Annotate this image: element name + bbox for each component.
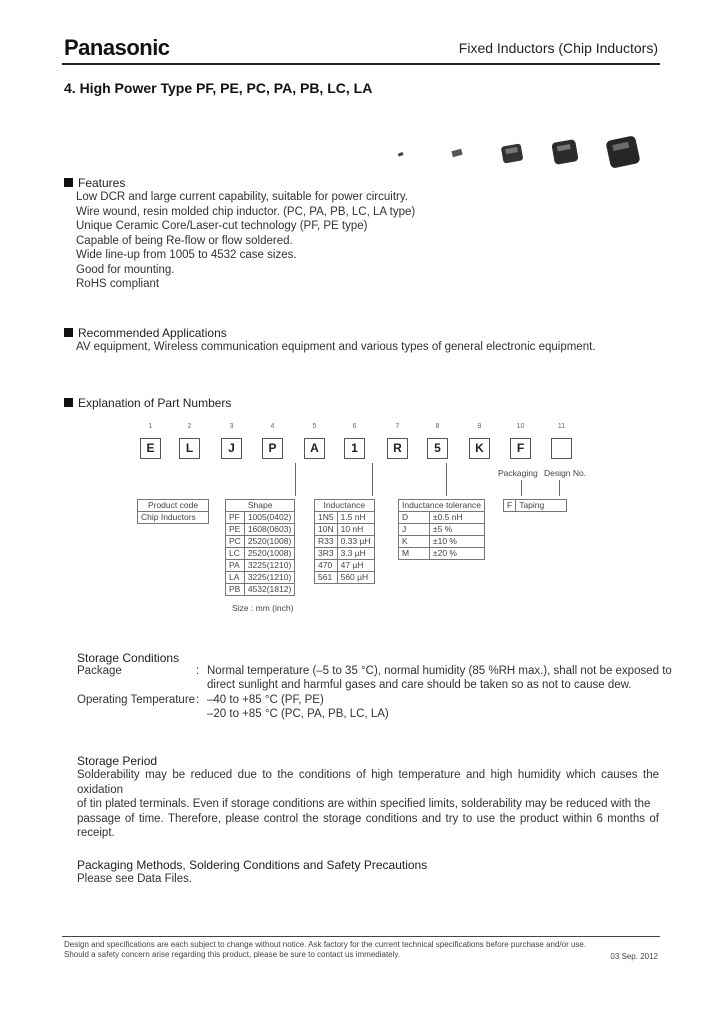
table-cell: R33 bbox=[315, 536, 338, 548]
chip-pb-icon bbox=[605, 135, 640, 169]
part-numbers-title: Explanation of Part Numbers bbox=[64, 396, 231, 410]
part-char-box: 1 bbox=[344, 438, 365, 459]
features-list bbox=[76, 190, 415, 292]
table-cell: PF bbox=[226, 512, 245, 524]
package-text: Normal temperature (–5 to 35 °C), normal humidity (85 %RH max.), shall not be exposed to bbox=[207, 665, 672, 677]
paragraph-line: Solderability may be reduced due to the conditions of high temperature and high humidity which causes the oxidation bbox=[77, 769, 659, 796]
part-char-box: R bbox=[387, 438, 408, 459]
feature-item: Unique Ceramic Core/Laser-cut technology (PF, PE type) bbox=[76, 220, 368, 232]
product-photos bbox=[390, 135, 650, 175]
table-cell: 2520(1008) bbox=[244, 548, 294, 560]
feature-item: Capable of being Re-flow or flow soldered. bbox=[76, 234, 293, 247]
position-number: 6 bbox=[352, 423, 357, 430]
position-number: 4 bbox=[270, 423, 275, 430]
features-title: Features bbox=[64, 176, 125, 190]
packaging-label: Packaging bbox=[498, 468, 538, 478]
part-char-box: A bbox=[304, 438, 325, 459]
connector-line bbox=[295, 463, 296, 496]
op-temp-text: –40 to +85 °C (PF, PE) bbox=[207, 694, 324, 706]
tolerance-table bbox=[398, 499, 485, 560]
storage-period-text bbox=[77, 768, 659, 841]
applications-title: Recommended Applications bbox=[64, 326, 227, 340]
part-char-box: F bbox=[510, 438, 531, 459]
table-cell: Taping bbox=[516, 500, 567, 512]
footer-disclaimer: Design and specifications are each subject to change without notice. Ask factory for the current technical specifications before purchase and/or use. bbox=[64, 940, 587, 949]
bullet-square-icon bbox=[64, 398, 73, 407]
footer-safety: Should a safety concern arise regarding this product, please be sure to contact us immediately. bbox=[64, 950, 401, 959]
feature-item: Low DCR and large current capability, suitable for power circuitry. bbox=[76, 191, 408, 203]
part-char-box: 5 bbox=[427, 438, 448, 459]
table-cell: 470 bbox=[315, 560, 338, 572]
position-number: 11 bbox=[557, 423, 566, 430]
connector-line bbox=[521, 480, 522, 496]
table-cell: PC bbox=[226, 536, 245, 548]
table-header: Inductance bbox=[315, 500, 375, 512]
table-cell: F bbox=[504, 500, 516, 512]
header-rule bbox=[62, 63, 660, 65]
table-cell: 3225(1210) bbox=[244, 560, 294, 572]
connector-line bbox=[372, 463, 373, 496]
position-number: 3 bbox=[229, 423, 234, 430]
table-cell: LC bbox=[226, 548, 245, 560]
paragraph-line: passage of time. Therefore, please control the storage conditions and try to use the product within 6 months of receipt. bbox=[77, 812, 659, 839]
colon: : bbox=[196, 665, 200, 677]
chip-pa-icon bbox=[551, 139, 578, 165]
part-char-box: K bbox=[469, 438, 490, 459]
table-header: Product code bbox=[138, 500, 209, 512]
product-code-table bbox=[137, 499, 209, 524]
table-cell: PE bbox=[226, 524, 245, 536]
package-text: direct sunlight and harmful gases and care should be taken so as not to cause dew. bbox=[207, 679, 632, 691]
table-cell: 1N5 bbox=[315, 512, 338, 524]
table-header: Inductance tolerance bbox=[399, 500, 485, 512]
position-number: 7 bbox=[395, 423, 400, 430]
feature-item: Good for mounting. bbox=[76, 263, 175, 276]
position-number: 5 bbox=[312, 423, 317, 430]
paragraph-line: of tin plated terminals. Even if storage conditions are within specified limits, solderability may be reduced with the bbox=[77, 798, 651, 810]
part-char-box: E bbox=[140, 438, 161, 459]
package-label: Package bbox=[77, 665, 122, 677]
table-cell: 1608(0603) bbox=[244, 524, 294, 536]
chip-pc-icon bbox=[501, 143, 524, 163]
table-cell: PA bbox=[226, 560, 245, 572]
position-number: 9 bbox=[477, 423, 482, 430]
table-cell: 2520(1008) bbox=[244, 536, 294, 548]
bullet-square-icon bbox=[64, 178, 73, 187]
table-cell: 3225(1210) bbox=[244, 572, 294, 584]
table-cell: ±20 % bbox=[429, 548, 484, 560]
connector-line bbox=[446, 463, 447, 496]
storage-period-title: Storage Period bbox=[77, 754, 158, 768]
document-title: Fixed Inductors (Chip Inductors) bbox=[458, 40, 658, 56]
applications-text: AV equipment, Wireless communication equipment and various types of general electronic equipment. bbox=[76, 341, 596, 353]
table-cell: PB bbox=[226, 584, 245, 596]
table-cell: 1.5 nH bbox=[337, 512, 374, 524]
table-cell: 1005(0402) bbox=[244, 512, 294, 524]
feature-item: RoHS compliant bbox=[76, 278, 160, 290]
part-char-box: P bbox=[262, 438, 283, 459]
packaging-table bbox=[503, 499, 567, 512]
table-cell: 0.33 µH bbox=[337, 536, 374, 548]
size-note: Size : mm (inch) bbox=[232, 603, 294, 613]
table-cell: 10N bbox=[315, 524, 338, 536]
position-number: 2 bbox=[187, 423, 192, 430]
table-cell: D bbox=[399, 512, 430, 524]
storage-conditions-title: Storage Conditions bbox=[77, 651, 180, 665]
position-number: 1 bbox=[148, 423, 153, 430]
colon: : bbox=[196, 694, 200, 706]
part-char-box bbox=[551, 438, 572, 459]
connector-line bbox=[559, 480, 560, 496]
chip-images bbox=[390, 135, 650, 175]
table-cell: ±0.5 nH bbox=[429, 512, 484, 524]
table-cell: K bbox=[399, 536, 430, 548]
position-number: 8 bbox=[435, 423, 440, 430]
bullet-square-icon bbox=[64, 328, 73, 337]
inductance-table bbox=[314, 499, 375, 584]
table-cell: LA bbox=[226, 572, 245, 584]
chip-pe-icon bbox=[451, 149, 462, 157]
section-heading: 4. High Power Type PF, PE, PC, PA, PB, LC, LA bbox=[64, 80, 373, 96]
chip-pf-icon bbox=[398, 152, 404, 157]
feature-item: Wide line-up from 1005 to 4532 case sizes. bbox=[76, 249, 297, 261]
table-cell: ±5 % bbox=[429, 524, 484, 536]
part-char-box: L bbox=[179, 438, 200, 459]
table-cell: J bbox=[399, 524, 430, 536]
table-header: Shape bbox=[226, 500, 295, 512]
op-temp-label: Operating Temperature bbox=[77, 694, 196, 706]
footer-date: 03 Sep. 2012 bbox=[610, 952, 658, 961]
footer-rule bbox=[62, 936, 660, 937]
feature-item: Wire wound, resin molded chip inductor. (PC, PA, PB, LC, LA type) bbox=[76, 205, 416, 218]
op-temp-text: –20 to +85 °C (PC, PA, PB, LC, LA) bbox=[207, 708, 389, 720]
shape-table bbox=[225, 499, 295, 596]
table-cell: 3R3 bbox=[315, 548, 338, 560]
packaging-methods-text: Please see Data Files. bbox=[77, 873, 193, 885]
table-cell: 560 µH bbox=[337, 572, 374, 584]
table-cell: M bbox=[399, 548, 430, 560]
table-cell: 10 nH bbox=[337, 524, 374, 536]
table-cell: 4532(1812) bbox=[244, 584, 294, 596]
table-cell: ±10 % bbox=[429, 536, 484, 548]
part-char-box: J bbox=[221, 438, 242, 459]
brand-logo: Panasonic bbox=[64, 35, 170, 60]
table-cell: 3.3 µH bbox=[337, 548, 374, 560]
table-cell: 47 µH bbox=[337, 560, 374, 572]
design-no-label: Design No. bbox=[544, 468, 587, 478]
packaging-methods-title: Packaging Methods, Soldering Conditions and Safety Precautions bbox=[77, 858, 428, 872]
table-cell: 561 bbox=[315, 572, 338, 584]
table-cell: Chip Inductors bbox=[138, 512, 209, 524]
position-number: 10 bbox=[516, 423, 525, 430]
